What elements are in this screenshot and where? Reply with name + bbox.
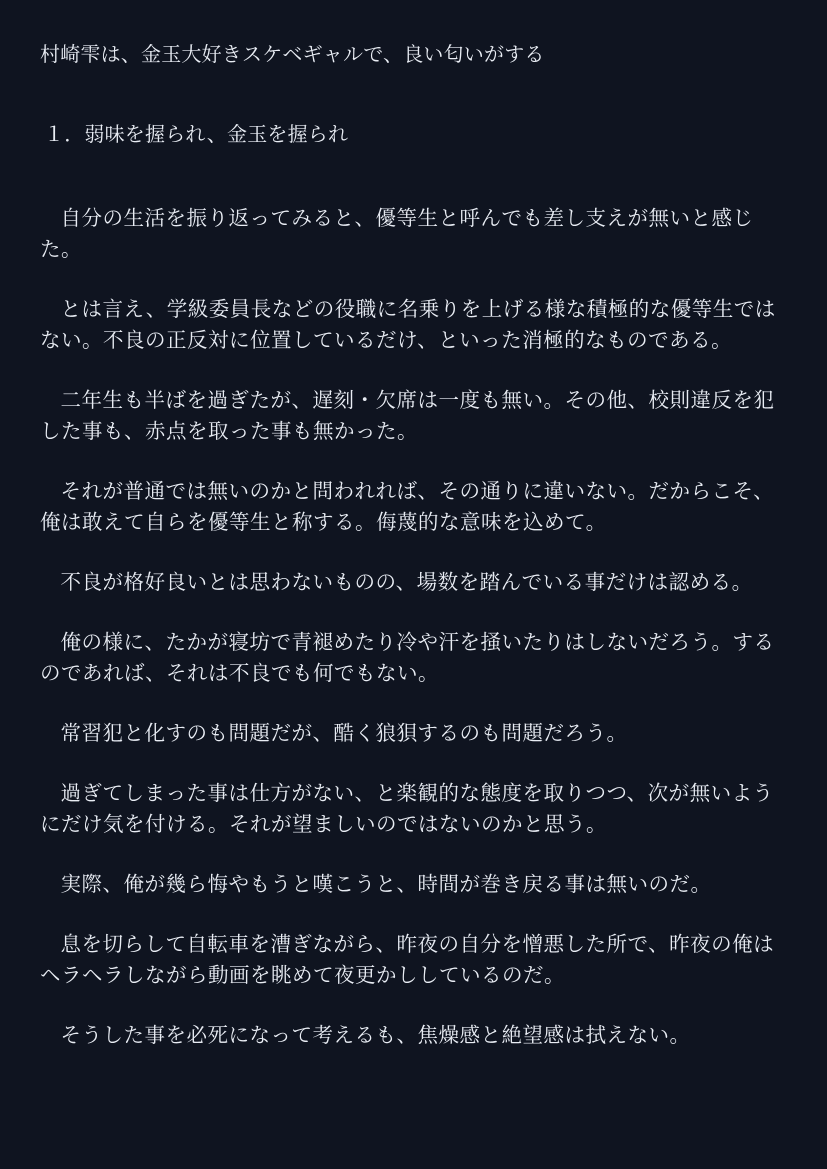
paragraph: 俺の様に、たかが寝坊で青褪めたり冷や汗を掻いたりはしないだろう。するのであれば、それは不良でも何でもない。 xyxy=(40,630,775,685)
paragraph: 息を切らして自転車を漕ぎながら、昨夜の自分を憎悪した所で、昨夜の俺はヘラヘラしながら動画を眺めて夜更かししているのだ。 xyxy=(40,932,775,987)
paragraph: 実際、俺が幾ら悔やもうと嘆こうと、時間が巻き戻る事は無いのだ。 xyxy=(60,872,712,896)
paragraph: 二年生も半ばを過ぎたが、遅刻・欠席は一度も無い。その他、校則違反を犯した事も、赤点を取った事も無かった。 xyxy=(40,388,775,443)
paragraph: そうした事を必死になって考えるも、焦燥感と絶望感は拭えない。 xyxy=(60,1023,691,1047)
paragraph: それが普通では無いのかと問われれば、その通りに違いない。だからこそ、俺は敢えて自らを優等生と称する。侮蔑的な意味を込めて。 xyxy=(40,479,775,534)
chapter-title: １．弱味を握られ、金玉を握られ xyxy=(44,122,349,146)
paragraph: とは言え、学級委員長などの役職に名乗りを上げる様な積極的な優等生ではない。不良の正反対に位置しているだけ、といった消極的なものである。 xyxy=(40,297,776,352)
paragraph: 過ぎてしまった事は仕方がない、と楽観的な態度を取りつつ、次が無いようにだけ気を付ける。それが望ましいのではないのかと思う。 xyxy=(40,781,774,836)
paragraph: 不良が格好良いとは思わないものの、場数を踏んでいる事だけは認める。 xyxy=(60,570,753,594)
story-title: 村崎雫は、金玉大好きスケベギャルで、良い匂いがする xyxy=(40,42,545,66)
story-body xyxy=(40,203,787,1051)
paragraph: 自分の生活を振り返ってみると、優等生と呼んでも差し支えが無いと感じた。 xyxy=(40,206,754,261)
paragraph: 常習犯と化すのも問題だが、酷く狼狽するのも問題だろう。 xyxy=(60,721,628,745)
